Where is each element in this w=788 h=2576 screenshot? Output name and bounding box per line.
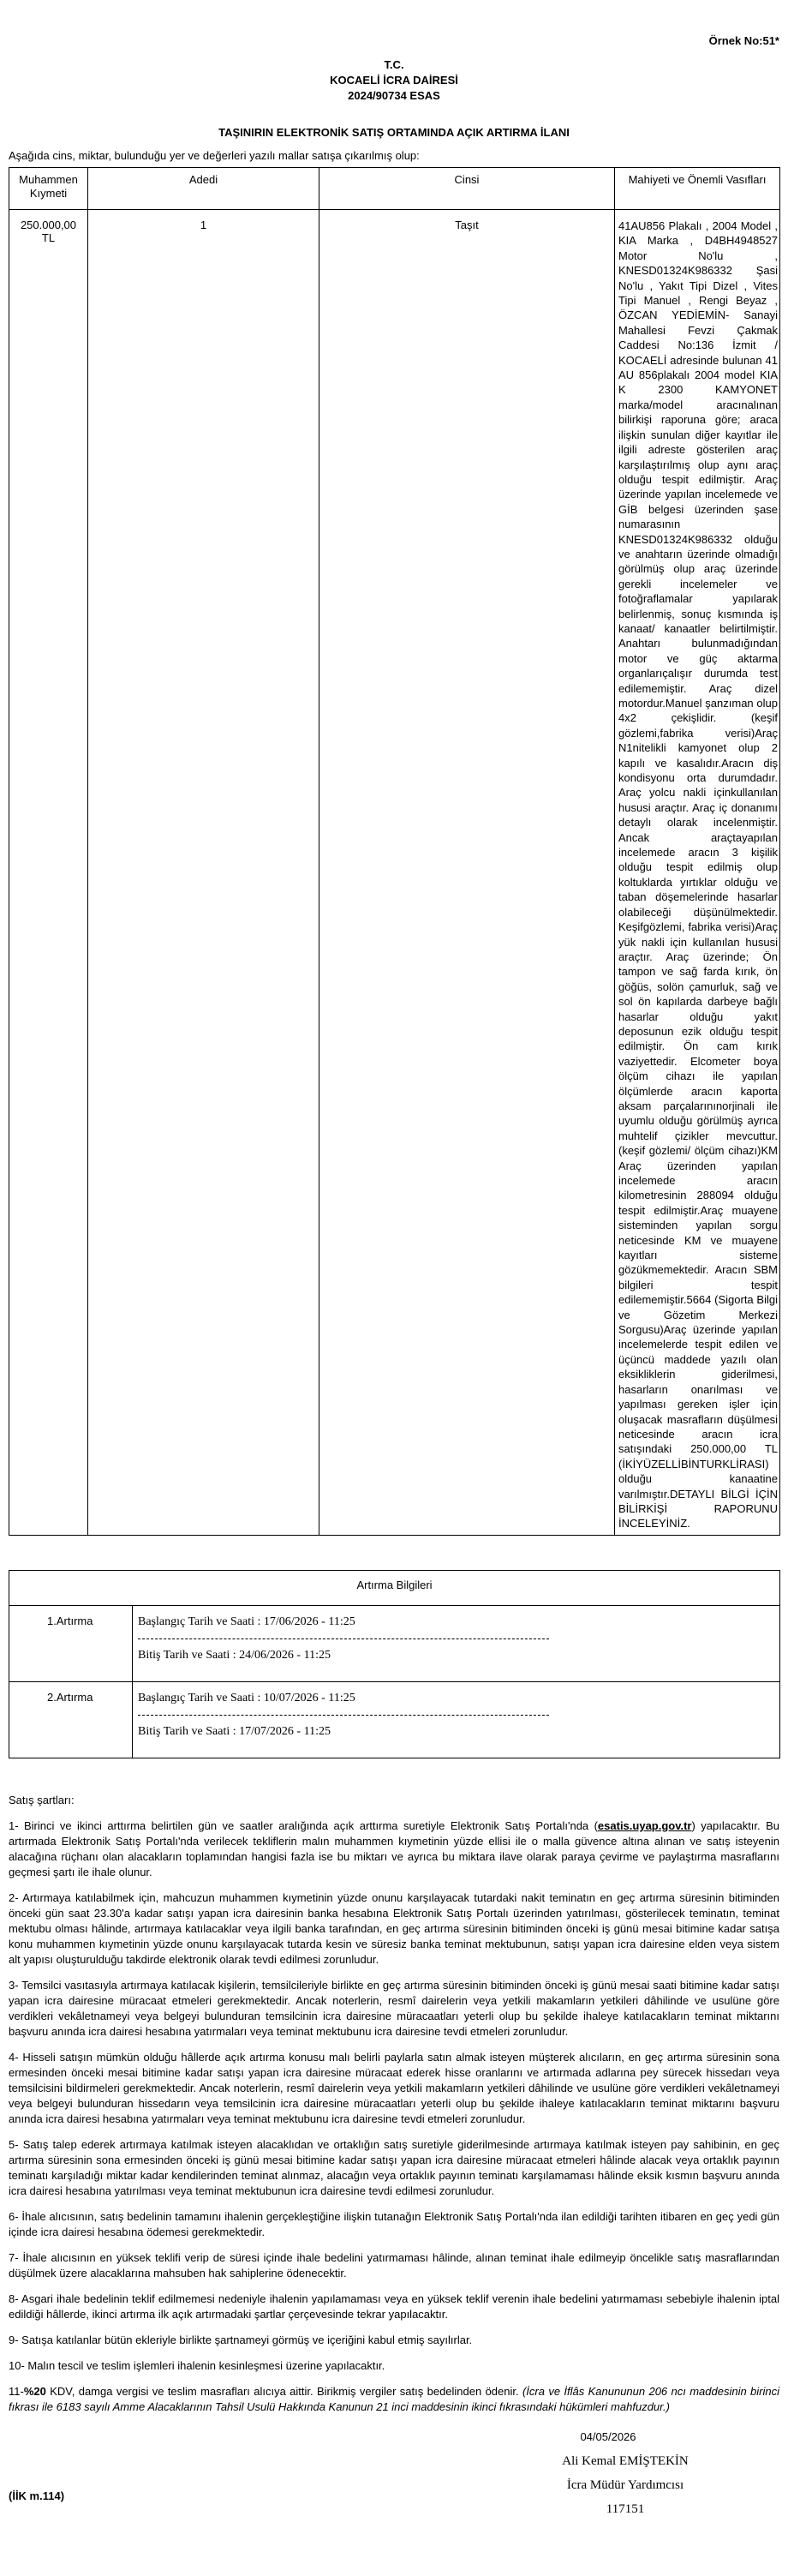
portal-link[interactable]: esatis.uyap.gov.tr bbox=[597, 1818, 692, 1832]
header-type: Cinsi bbox=[319, 168, 615, 210]
auction-table bbox=[9, 1570, 780, 1758]
header-value: Muhammen Kıymeti bbox=[9, 168, 88, 210]
signatory-number: 117151 bbox=[606, 2501, 645, 2516]
header-count: Adedi bbox=[88, 168, 319, 210]
start-datetime: 10/07/2026 - 11:25 bbox=[263, 1691, 355, 1704]
table-row bbox=[9, 210, 780, 1536]
term-7: 7- İhale alıcısının en yüksek teklifi verip de süresi içinde ihale bedelini yatırmaması hâlinde, alınan teminat ihale edilmeyip öncelikle satış masraflarından düşülmek üzere alacaklarına mahsuben hak sahiplerine ödenecektir. bbox=[9, 2250, 779, 2279]
term-number: 11- bbox=[9, 2384, 24, 2398]
start-label: Başlangıç Tarih ve Saati : bbox=[138, 1691, 264, 1704]
term-3: 3- Temsilci vasıtasıyla artırmaya katılacak kişilerin, temsilcileriyle birlikte en geç artırma süresinin bitiminden önceki iş günü mesai saati bitimine kadar satışı yapan icra dairesine müracaat etmeleri gerekmektedir. Ancak noterlerin, resmî dairelerin veya yetkili makamların yetkileri dâhilinde ve usulüne göre verdikleri vekâletnameyi veya belgeyi bulunduran temsilcinin icra dairesine müracaatları yeterli olup bu şekilde ihaleye katılacakların teminat miktarını başvuru anında icra dairesi hesabına yatırmaları veya teminat mektubunu icra dairesine tevdi etmeleri zorunludur. bbox=[9, 1978, 779, 2038]
end-label: Bitiş Tarih ve Saati : bbox=[138, 1648, 240, 1662]
cell-description: 41AU856 Plakalı , 2004 Model , KIA Marka , D4BH4948527 Motor No'lu , KNESD01324K986332 Şasi No'lu , Yakıt Tipi Dizel , Vites Tipi Manuel , Rengi Beyaz , ÖZCAN YEDİEMİN- Sanayi Mahallesi Fevzi Çakmak Caddesi No:136 İzmit / KOCAELİ adresinde bulunan 41 AU 856plakalı 2004 model KIA K 2300 KAMYONET marka/model aracınalınan bilirkişi raporuna göre; araca ilişkin sunulan diğer kayıtlar ile ilgili adreste gösterilen araç karşılaştırılmış olup aynı araç olduğu tespit edilmiştir. Araç üzerinde yapılan incelemede ve GİB belgesi üzerinden şase numarasının KNESD01324K986332 olduğu ve anahtarın üzerinde olmadığı görülmüş olup araç üzerinde gerekli incelemeler ve fotoğraflamalar yapılarak belirlenmiş, sonuç kısmında iş kanaat/ kanaatler belirtilmiştir. Anahtarı bulunmadığından motor ve güç aktarma organlarıçalışır durumda test edilememiştir. Araç dizel motordur.Manuel şanzıman olup 4x2 çekişlidir. (keşif gözlemi,fabrika verisi)Araç N1nitelikli kamyonet olup 2 kapılı ve kasalıdır.Aracın diş kondisyonu orta durumdadır. Araç yolcu nakli içinkullanılan hususi araçtır. Araç iç donanımı detaylı olarak incelenmiştir. Ancak araçtayapılan incelemede aracın 3 kişilik olduğu tespit edilmiş olup koltuklarda yırtıklar olduğu ve taban döşemelerinde hasarlar olabileceği düşünülmektedir. Keşifgözlemi, fabrika verisi)Araç yük nakli için kullanılan hususi araçtır. Araç üzerinde; Ön tampon ve sağ farda kırık, ön göğüs, solön çamurluk, sağ ve sol ön kapılarda darbeye bağlı hasarlar olduğu yakıt deposunun ezik olduğu tespit edilmiştir. Ön cam kırık vaziyettedir. Elcometer boya ölçüm cihazı ile yapılan ölçümlerde aracın kaporta aksam parçalarınınorjinali ile uyumlu olduğu görülmüş ayrıca muhtelif çizikler mevcuttur. (keşif gözlemi/ ölçüm cihazı)KM Araç üzerinden yapılan incelemede aracın kilometresinin 288094 olduğu tespit edilmiştir.Araç muayene sisteminden yapılan sorgu neticesinde KM ve muayene kayıtları sisteme gözükmemektedir. Aracın SBM bilgileri tespit edilememiştir.5664 (Sigorta Bilgi ve Gözetim Merkezi Sorgusu)Araç üzerinde yapılan incelemelerde tespit edilen ve üçüncü maddede yazılı olan eksikliklerin giderilmesi, hasarların onarılması ve yapılması gereken işler için oluşacak masrafların düşülmesi neticesinde aracın icra satışındaki 250.000,00 TL (İKİYÜZELLİBİNTURKLİRASI) olduğu kanaatine varılmıştır.DETAYLI BİLGİ İÇİN BİLİRKİŞİ RAPORUNU İNCELEYİNİZ. bbox=[615, 210, 780, 1536]
auction-dates bbox=[133, 1605, 780, 1681]
term-text: 1- Birinci ve ikinci arttırma belirtilen gün ve saatler aralığında açık arttırma suretiyle Elektronik Satış Portalı'nda ( bbox=[9, 1818, 598, 1832]
auction-row-2 bbox=[9, 1681, 780, 1758]
auction-header: Artırma Bilgileri bbox=[9, 1570, 780, 1605]
intro-text: Aşağıda cins, miktar, bulunduğu yer ve değerleri yazılı mallar satışa çıkarılmış olup: bbox=[9, 149, 420, 162]
form-number: Örnek No:51* bbox=[708, 34, 779, 47]
signatory-title: İcra Müdür Yardımcısı bbox=[566, 2477, 684, 2492]
end-datetime: 24/06/2026 - 11:25 bbox=[239, 1648, 331, 1662]
document-page bbox=[9, 0, 779, 2521]
divider bbox=[138, 1638, 549, 1639]
document-title: TAŞINIRIN ELEKTRONİK SATIŞ ORTAMINDA AÇIK ARTIRMA İLANI bbox=[218, 126, 570, 139]
legal-note: (İcra ve İflâs Kanununun 206 ncı maddesinin birinci fıkrası ile 6183 sayılı Amme Alacaklarının Tahsil Usulü Hakkında Kanunun 21 inci maddesinin ikinci fıkrasındaki hükümleri mahfuzdur.) bbox=[9, 2384, 779, 2413]
term-11 bbox=[9, 2384, 779, 2415]
vat-rate: %20 bbox=[23, 2384, 46, 2398]
end-label: Bitiş Tarih ve Saati : bbox=[138, 1724, 240, 1738]
start-datetime: 17/06/2026 - 11:25 bbox=[263, 1614, 355, 1628]
auction-row-1 bbox=[9, 1605, 780, 1681]
header-esas: 2024/90734 ESAS bbox=[348, 89, 440, 102]
term-10: 10- Malın tescil ve teslim işlemleri ihalenin kesinleşmesi üzerine yapılacaktır. bbox=[9, 2358, 385, 2372]
term-9: 9- Satışa katılanlar bütün ekleriyle birlikte şartnameyi görmüş ve içeriğini kabul etmiş sayılırlar. bbox=[9, 2333, 473, 2346]
auction-name: 1.Artırma bbox=[9, 1605, 133, 1681]
term-text: ) yapılacaktır. Bu artırmada Elektronik Satış Portalı'nda verilecek tekliflerin malın muhammen kıymetinin yüzde ellisi ile o malla güvence altına alınan ve satış isteyenin alacağına rüçhanı olan alacakların toplamından hangisi fazla ise bu miktarı ve ayrıca bu miktara ilave olarak paraya çevirme ve paylaştırma masraflarını geçmesi şartı ile ihale olunur. bbox=[9, 1818, 779, 1878]
divider bbox=[138, 1715, 549, 1716]
term-6: 6- İhale alıcısının, satış bedelinin tamamını ihalenin gerçekleştiğine ilişkin tutanağın Elektronik Satış Portalı'nda ilan edildiği tarihten itibaren en geç yedi gün içinde icra dairesi hesabına ödemesi gerekmektedir. bbox=[9, 2209, 779, 2238]
term-8: 8- Asgari ihale bedelinin teklif edilmemesi nedeniyle ihalenin yapılamaması veya en yüksek teklif verenin ihale bedelini yatırmaması sebebiyle ihalenin iptal edildiği hâllerde, ikinci artırma ilk açık artırmadaki şartlar çerçevesinde tekrar yapılacaktır. bbox=[9, 2291, 779, 2321]
goods-table bbox=[9, 167, 780, 1536]
cell-count: 1 bbox=[88, 210, 319, 1536]
header-office: KOCAELİ İCRA DAİRESİ bbox=[330, 74, 458, 87]
auction-name: 2.Artırma bbox=[9, 1681, 133, 1758]
term-text: KDV, damga vergisi ve teslim masrafları alıcıya aittir. Birikmiş vergiler satış bedelinden ödenir. bbox=[45, 2384, 522, 2398]
legal-footer: (İİK m.114) bbox=[9, 2489, 65, 2502]
term-2: 2- Artırmaya katılabilmek için, mahcuzun muhammen kıymetinin yüzde onunu karşılayacak tutardaki nakit teminatın en geç artırma süresinin bitiminden önceki gün saat 23.30'a kadar satışı yapan icra dairesinin banka hesabına Elektronik Satış Portalı üzerinden yatırılması, gösterilecek teminatın, teminat mektubu olması hâlinde, artırmaya katılacaklar veya ilgili banka tarafından, en geç artırma süresinin bitiminden önceki iş günü mesai bitimine kadar satışa konu muhammen kıymetinin yüzde onunu karşılayacak tutarda kesin ve süresiz banka teminat mektubunun, satışı yapan icra dairesine elden veya sistem alt yapısı oluşturulduğu takdirde elektronik olarak tevdi edilmesi zorunludur. bbox=[9, 1890, 779, 1966]
end-datetime: 17/07/2026 - 11:25 bbox=[239, 1724, 331, 1738]
signature-block bbox=[540, 2425, 711, 2521]
term-5: 5- Satış talep ederek artırmaya katılmak isteyen alacaklıdan ve ortaklığın satış suretiyle giderilmesinde artırmaya katılmak isteyen pay sahibinin, en geç artırma süresinin sona ermesinden önceki iş günü mesai bitimine kadar satışı yapan icra dairesine müracaat etmeleri hâlinde alacak veya ortaklık payının teminatı karşıladığı miktar kadar kendilerinden teminat alınmaz, alacağın veya ortaklık payının teminatı karşılamaması hâlinde eksik kısmın başvuru anında icra dairesi hesabına yatırılması veya teminat mektubunun icra dairesine tevdi edilmesi zorunludur. bbox=[9, 2137, 779, 2197]
goods-table-header bbox=[9, 168, 780, 210]
term-1 bbox=[9, 1818, 779, 1880]
header-description: Mahiyeti ve Önemli Vasıfları bbox=[615, 168, 780, 210]
cell-type: Taşıt bbox=[319, 210, 615, 1536]
start-label: Başlangıç Tarih ve Saati : bbox=[138, 1614, 264, 1628]
cell-value: 250.000,00 TL bbox=[9, 210, 88, 1536]
term-4: 4- Hisseli satışın mümkün olduğu hâllerde açık artırma konusu malı belirli paylarla satın almak isteyen müşterek alıcıların, en geç artırma süresinin sona ermesinden önceki mesai bitimine kadar satışı yapan icra dairesine müracaat ederek hisse oranlarını ve artırmada adlarına pey sürecek hissedarı veya temsilcisini bildirmeleri gerekmektedir. Ancak noterlerin, resmî dairelerin veya yetkili makamların yetkileri dâhilinde ve usulüne göre verdikleri vekâletnameyi veya belgeyi bulunduran hissedarın veya temsilcinin icra dairesine müracaatları yeterli olup bu şekilde ihaleye katılacakların teminat miktarını başvuru anında icra dairesi hesabına yatırmaları veya teminat mektubunu icra dairesine tevdi etmeleri zorunludur. bbox=[9, 2050, 779, 2125]
sale-terms bbox=[9, 1793, 779, 2415]
signatory-name: Ali Kemal EMİŞTEKİN bbox=[562, 2453, 689, 2468]
terms-heading: Satış şartları: bbox=[9, 1793, 75, 1806]
header-tc: T.C. bbox=[384, 58, 404, 71]
signature-date: 04/05/2026 bbox=[580, 2429, 636, 2443]
auction-dates bbox=[133, 1681, 780, 1758]
